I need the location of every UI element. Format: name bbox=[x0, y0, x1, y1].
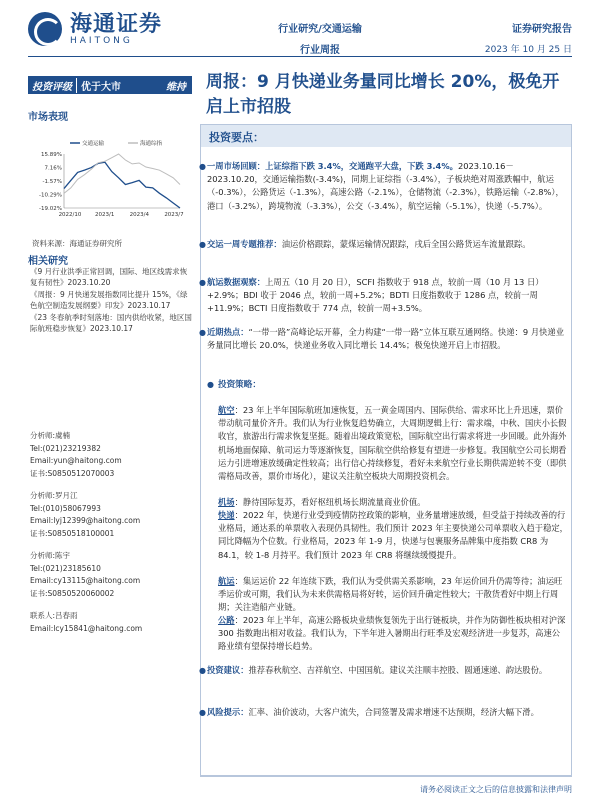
analyst-email[interactable]: Email:yun@haitong.com bbox=[30, 456, 122, 465]
x-tick-label: 2022/10 bbox=[58, 212, 82, 218]
sector-text: ：静待国际复苏，看好枢纽机场长期流量商业价值。 bbox=[234, 497, 426, 507]
analyst-card bbox=[30, 550, 192, 600]
sector-express bbox=[218, 509, 568, 562]
weekly-topic bbox=[199, 238, 567, 251]
y-tick-label: -19.02% bbox=[39, 206, 62, 212]
footer-disclaimer: 请务必阅读正文之后的信息披露和法律声明 bbox=[420, 785, 572, 794]
bullet-icon: ● bbox=[199, 278, 206, 287]
y-tick-label: 7.16% bbox=[44, 165, 62, 172]
report-title: 周报：9 月快递业务量同比增长 20%，极免开启上市招股 bbox=[206, 72, 560, 117]
contact-card bbox=[30, 610, 192, 635]
related-research-item[interactable]: 《23 冬春航季时刻落地：国内供给收紧，地区国际航班稳步恢复》2023.10.17 bbox=[30, 313, 192, 333]
x-tick-label: 2023/4 bbox=[129, 212, 150, 218]
hotspots-highlight: 近期热点： bbox=[207, 327, 249, 337]
weekly-topic-highlight: 交运一周专题推荐： bbox=[207, 239, 282, 249]
chart-source: 资料来源：海通证券研究所 bbox=[32, 239, 122, 248]
analyst-tel: Tel:(010)58067993 bbox=[30, 503, 101, 513]
analyst-email[interactable]: Email:lyj12399@haitong.com bbox=[30, 516, 141, 525]
bullet-icon: ● bbox=[199, 240, 206, 249]
company-logo bbox=[28, 12, 162, 46]
weekly-topic-text: 油运价格跟踪，蒙煤运输情况跟踪，戌后全国公路货运车流量跟踪。 bbox=[281, 239, 531, 249]
y-tick-label: -1.57% bbox=[42, 179, 62, 185]
hotspots-text: “一带一路”高峰论坛开幕，全力构建“一带一路”立体互联互通网络。快递：9 月快递业务量同比增长 20.0%，快递业务收入同比增长 14.4%；极兔快递开启上市招股。 bbox=[207, 327, 565, 351]
report-header bbox=[0, 0, 600, 60]
related-research-list bbox=[30, 266, 192, 335]
header-divider bbox=[28, 56, 572, 57]
sector-label: 公路 bbox=[218, 615, 235, 625]
rating-label: 投资评级 bbox=[32, 81, 72, 93]
market-performance-chart bbox=[30, 136, 192, 226]
y-tick-label: 15.89% bbox=[41, 152, 62, 158]
analyst-name: 分析师:陈宇 bbox=[30, 551, 71, 560]
logo-name-en: HAITONG bbox=[70, 35, 133, 46]
analyst-tel: Tel:(021)23219382 bbox=[30, 443, 101, 453]
bullet-icon: ● bbox=[199, 162, 206, 171]
investment-rating bbox=[28, 76, 192, 94]
legend-label: 海通综指 bbox=[140, 141, 163, 147]
sector-text: ：集运运价 22 年连续下跌，我们认为受供需关系影响，23 年运价回升仍需等待；油运旺季运价或可期，我们认为未来供需格局将好转，运价回升确定性较大；干散货看好中期上行周期；关注造船产业链。 bbox=[218, 576, 563, 613]
market-performance-title: 市场表现 bbox=[28, 112, 68, 123]
advice-highlight: 投资建议： bbox=[207, 665, 249, 675]
sector-aviation bbox=[218, 404, 568, 483]
rating-status: 维持 bbox=[166, 81, 186, 93]
weekly-review-text: 2023.10.16－2023.10.20，交通运输指数(-3.4%)，同期上证综指（-3.4%），子板块绝对周涨跌幅中，航运（-0.3%），公路货运（-1.3%），高速公路（-2.1%），仓储物流（-2.3%），铁路运输（-2.8%），港口（-3.2%），跨境物流（-3.3%），公交（-3.4%），航空运输（-5.1%），快递（-5.7%）。 bbox=[207, 161, 564, 211]
related-research-item[interactable]: 《周报：9 月快递发展指数同比提升 15%，《绿色航空制造发展纲要》印发》2023.10.17 bbox=[30, 290, 188, 310]
x-tick-label: 2023/1 bbox=[94, 212, 115, 218]
analyst-card bbox=[30, 490, 192, 540]
risk-highlight: 风险提示： bbox=[207, 707, 249, 717]
analyst-name: 分析师:虞楠 bbox=[30, 431, 71, 440]
bullet-icon: ● bbox=[199, 708, 206, 717]
analyst-tel: Tel:(021)23185610 bbox=[30, 563, 101, 573]
sector-text: ：2023 年上半年，高速公路板块业绩恢复领先于出行链板块，并作为防御性板块相对沪深 300 指数跑出相对收益。我们认为，下半年进入暑期出行旺季及宏观经济进一步复苏，高速公路业绩有望保持增长趋势。 bbox=[218, 615, 566, 652]
bullet-icon: ● bbox=[207, 380, 214, 389]
risk-text: 汇率、油价波动，大客户流失，合同签署及需求增速不达预期，经济大幅下滑。 bbox=[248, 707, 539, 717]
x-tick-label: 2023/7 bbox=[164, 212, 184, 218]
sector-text: ：2022 年，快递行业受到疫情防控政策的影响，业务量增速放缓，但受益于持续改善的行业格局，通达系的单票收入表现仍具韧性。我们预计 2023 年主要快递公司单票收入趋于稳定，同比降幅为个位数。行业格局，2023 年 1-9 月，快递与包裹服务品牌集中度指数 CR8 为 84.1，较 1-8 月持平。我们预计 2023 年 CR8 将继续缓慢提升。 bbox=[218, 510, 568, 560]
contact-name: 联系人:吕春雨 bbox=[30, 611, 78, 620]
sector-label: 航运 bbox=[218, 576, 235, 586]
analyst-name: 分析师:罗月江 bbox=[30, 491, 78, 500]
footer-divider bbox=[200, 776, 572, 777]
analyst-card bbox=[30, 430, 192, 480]
y-tick-label: -10.29% bbox=[39, 192, 62, 199]
strategy-label: 投资策略： bbox=[217, 380, 261, 390]
risk-warning bbox=[199, 706, 567, 719]
investment-advice bbox=[199, 664, 567, 677]
related-research-item[interactable]: 《9 月行业洪季正常回调，国际、地区线需求恢复有韧性》2023.10.20 bbox=[30, 267, 188, 287]
legend-label: 交通运输 bbox=[82, 141, 105, 147]
analyst-cert: 证书:S0850512070003 bbox=[30, 468, 115, 478]
recent-hotspots bbox=[199, 326, 567, 352]
analyst-cert: 证书:S0850520060002 bbox=[30, 588, 115, 598]
sector-shipping bbox=[218, 575, 568, 615]
key-points-heading: 投资要点： bbox=[201, 125, 571, 147]
series-line-haitong-index bbox=[64, 154, 180, 193]
sector-label: 快递 bbox=[218, 510, 235, 520]
related-research-title: 相关研究 bbox=[28, 256, 68, 267]
investment-strategy-title bbox=[207, 378, 261, 390]
sector-highway bbox=[218, 614, 568, 654]
contact-email[interactable]: Email:lcy15841@haitong.com bbox=[30, 623, 143, 633]
sector-airport bbox=[218, 496, 568, 509]
sector-label: 航空 bbox=[218, 405, 235, 415]
analyst-email[interactable]: Email:cy13115@haitong.com bbox=[30, 576, 141, 585]
weekly-review-highlight: 一周市场回顾：上证综指下跌 3.4%，交通跑平大盘，下跌 3.4%。 bbox=[207, 161, 458, 171]
report-type: 行业周报 bbox=[300, 45, 340, 56]
report-date: 2023 年 10 月 25 日 bbox=[484, 45, 572, 55]
report-kind: 证券研究报告 bbox=[512, 24, 572, 35]
bullet-icon: ● bbox=[199, 328, 206, 337]
analyst-contacts bbox=[30, 430, 192, 645]
advice-text: 推荐春秋航空、吉祥航空、中国国航。建议关注顺丰控股、圆通速递、韵达股份。 bbox=[248, 665, 548, 675]
weekly-market-review bbox=[199, 160, 567, 213]
haitong-logo-icon bbox=[28, 12, 62, 46]
shipping-data-highlight: 航运数据观察： bbox=[207, 277, 266, 287]
analyst-cert: 证书:S0850518100001 bbox=[30, 528, 115, 538]
sector-text: ：23 年上半年国际航班加速恢复，五一黄金周国内、国际供给、需求环比上升迅速，票价带动航司量价齐升。我们认为行业恢复趋势确立，大周期逻辑上行：需求端，中秋、国庆小长假收官，旅游出行需求恢复坚挺。随着出境政策宽松，国际航空出行需求将进一步回暖。此外海外机场地面保障、航司运力等逐渐恢复，国际航空供给修复有望进一步修复。我国航空公司长期看运力引进增速放缓确定性较高；出行信心持续修复，看好未来航空行业长期供需逆转不变（即供需格局改善，票价市场化），建议关注航空板块大周期投资机会。 bbox=[218, 405, 567, 482]
sector-label: 机场 bbox=[218, 497, 235, 507]
bullet-icon: ● bbox=[199, 666, 206, 675]
series-line-transport bbox=[64, 162, 180, 208]
report-category: 行业研究/交通运输 bbox=[278, 24, 362, 35]
shipping-data-text: 上周五（10 月 20 日），SCFI 指数收于 918 点，较前一周（10 月 13 日）+2.9%；BDI 收于 2046 点，较前一周+5.2%；BDTI 日度指数收于 1286 点，较前一周+11.9%；BCTI 日度指数收于 774 点，较前一周+3.5%。 bbox=[207, 277, 544, 314]
shipping-data bbox=[199, 276, 567, 316]
rating-value: 优于大市 bbox=[76, 78, 121, 93]
logo-name-cn: 海通证券 bbox=[70, 10, 163, 37]
